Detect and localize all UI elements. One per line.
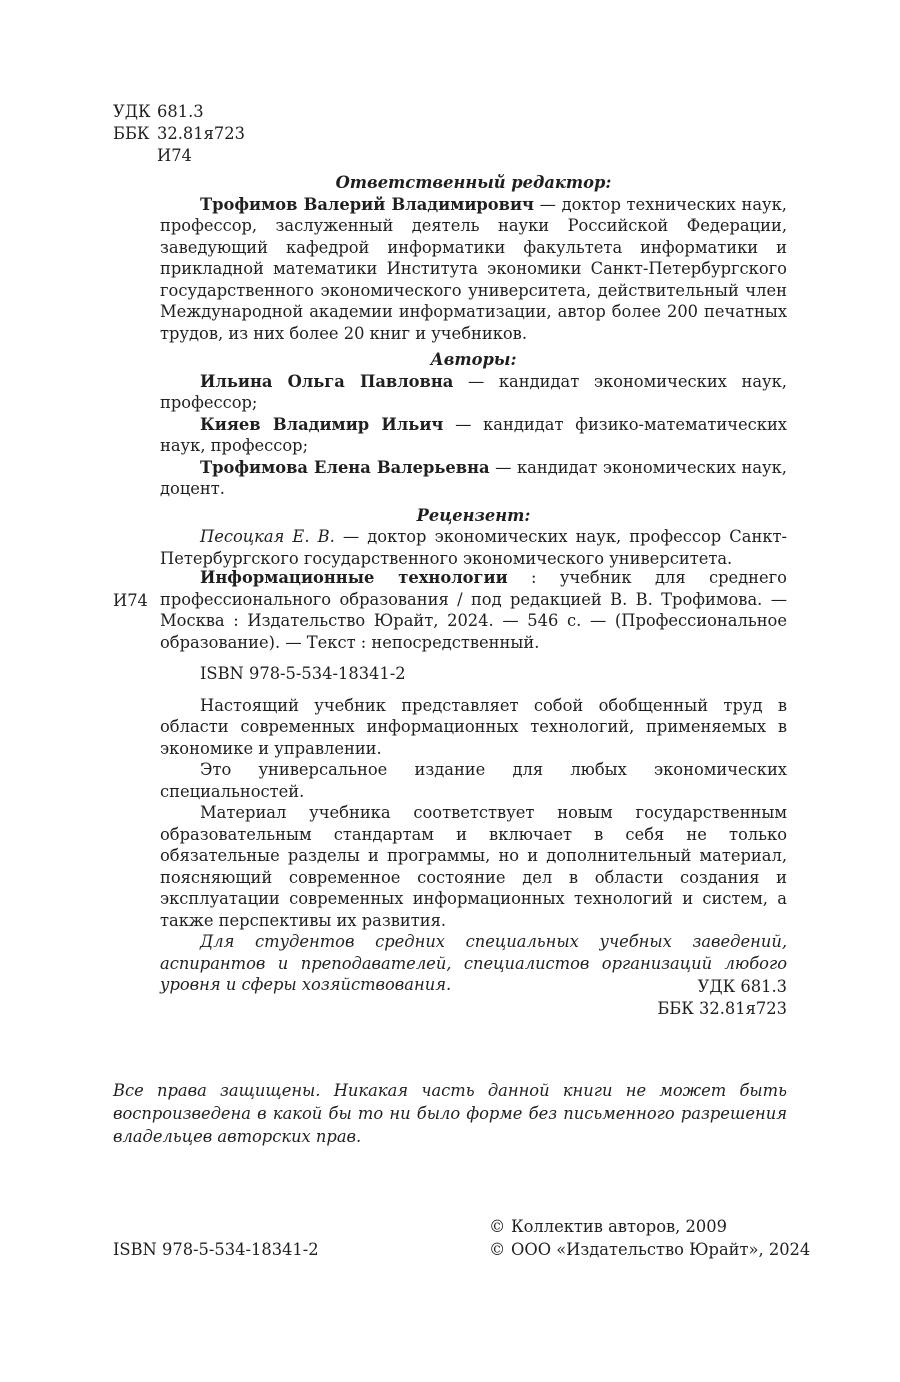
bbk-row: [113, 123, 245, 145]
author-description: — кандидат экономических наук, доцент.: [160, 457, 787, 498]
author-mark-row: [113, 145, 245, 167]
udk-label: УДК: [113, 102, 151, 121]
author-paragraph: [160, 414, 787, 457]
reviewer-paragraph: [160, 526, 787, 569]
copyright-publisher: ООО «Издательство Юрайт», 2024: [511, 1240, 811, 1259]
classification-codes: [113, 101, 245, 167]
author-name: Кияев Владимир Ильич: [200, 414, 444, 434]
authors-heading: Авторы:: [430, 350, 517, 369]
copyright-line: [489, 1238, 810, 1261]
author-description: — кандидат экономических наук, профессор;: [160, 371, 787, 412]
author-paragraph: [160, 371, 787, 414]
author-mark: И74: [157, 146, 192, 165]
credits-section: [160, 172, 787, 569]
copyright-authors: Коллектив авторов, 2009: [511, 1217, 727, 1236]
book-title: Информационные технологии: [200, 568, 508, 587]
copyright-line: [489, 1215, 810, 1238]
editor-heading: Ответственный редактор:: [335, 173, 612, 192]
editor-name: Трофимов Валерий Владимирович: [200, 194, 534, 214]
bbk-code: ББК 32.81я723: [657, 999, 787, 1018]
bbk-value: 32.81я723: [157, 124, 245, 143]
copyright-icon: ©: [489, 1240, 506, 1259]
abstract-paragraph: Настоящий учебник представляет собой обобщенный труд в области современных информационных технологий, применяемых в экономике и управлении.: [160, 695, 787, 758]
book-description: : учебник для среднего профессионального образования / под редакцией В. В. Трофимова. — Москва : Издательство Юрайт, 2024. — 546 с. — (Профессиональное образование). — Текст : непосредственный.: [160, 568, 787, 652]
author-name: Ильина Ольга Павловна: [200, 371, 454, 391]
author-name: Трофимова Елена Валерьевна: [200, 457, 490, 477]
bibliographic-record: [160, 567, 787, 653]
author-description: — кандидат физико-математических наук, профессор;: [160, 414, 787, 455]
reviewer-name: Песоцкая Е. В.: [200, 527, 335, 546]
copyright-icon: ©: [489, 1217, 506, 1236]
reviewer-heading: Рецензент:: [416, 505, 531, 525]
bibliographic-section: [160, 567, 787, 996]
footer-isbn: ISBN 978-5-534-18341-2: [113, 1240, 319, 1259]
abstract-paragraph: Материал учебника соответствует новым государственным образовательным стандартам и включает в себя не только обязательные разделы и программы, но и дополнительный материал, поясняющий современное состояние дел в области создания и эксплуатации современных информационных технологий и систем, а также перспективы их развития.: [160, 803, 787, 930]
abstract-paragraph: Это универсальное издание для любых экономических специальностей.: [160, 760, 787, 801]
editor-description: — доктор технических наук, профессор, заслуженный деятель науки Российской Федерации, заведующий кафедрой информатики факультета информатики и прикладной математики Института экономики Санкт-Петербургского государственного экономического университета, действительный член Международной академии информатизации, автор более 200 печатных трудов, из них более 20 книг и учебников.: [160, 194, 787, 343]
right-classification-codes: [657, 976, 787, 1020]
udk-code: УДК 681.3: [697, 977, 787, 996]
author-paragraph: [160, 457, 787, 500]
udk-row: [113, 101, 245, 123]
index-code: И74: [113, 591, 148, 610]
audience-paragraph: Для студентов средних специальных учебных заведений, аспирантов и преподавателей, специалистов организаций любого уровня и сферы хозяйствования.: [160, 932, 787, 994]
udk-value: 681.3: [157, 102, 204, 121]
copyright-block: [489, 1215, 810, 1261]
isbn: ISBN 978-5-534-18341-2: [200, 664, 406, 683]
editor-paragraph: [160, 194, 787, 345]
bbk-label: ББК: [113, 124, 150, 143]
rights-notice: Все права защищены. Никакая часть данной книги не может быть воспроизведена в какой бы то ни было форме без письменного разрешения владельцев авторских прав.: [113, 1081, 787, 1146]
reviewer-description: — доктор экономических наук, профессор Санкт-Петербургского государственного экономического университета.: [160, 527, 788, 568]
